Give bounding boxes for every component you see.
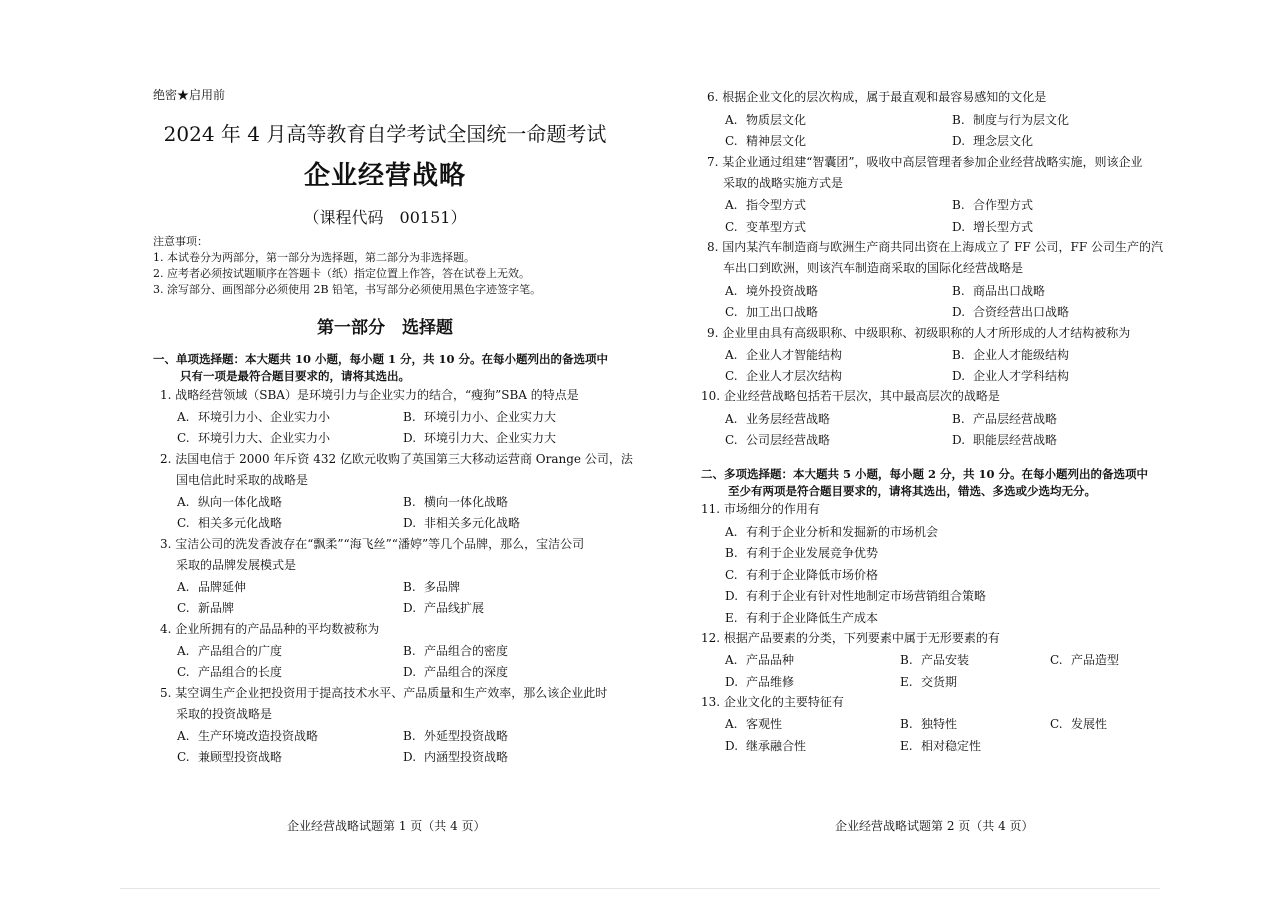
option-letter: D. [403,665,417,679]
option-text: 产品造型 [1071,653,1120,667]
option-letter: B. [952,412,965,426]
question-8-option-d [952,303,1069,320]
option-letter: A. [725,113,738,127]
option-text: 产品线扩展 [424,601,485,615]
option-letter: C. [725,134,738,148]
option-letter: D. [952,134,966,148]
question-7-option-d [952,218,1033,235]
option-letter: E. [900,675,913,689]
option-letter: C. [725,220,738,234]
option-text: 境外投资战略 [746,284,819,298]
question-11-option-e [725,609,878,626]
option-text: 相关多元化战略 [198,516,283,530]
option-text: 多品牌 [424,580,461,594]
option-letter: B. [403,495,416,509]
option-text: 增长型方式 [973,220,1034,234]
exam-page-2 [640,0,1280,905]
option-letter: A. [725,412,738,426]
question-4-stem [160,619,379,640]
question-4-option-b [403,642,508,659]
question-9-option-a [725,346,842,363]
question-6-option-a [725,111,806,128]
option-text: 企业人才层次结构 [746,369,843,383]
question-3-stem [160,534,584,576]
option-letter: B. [900,717,913,731]
question-7-option-a [725,196,806,213]
option-letter: A. [725,348,738,362]
option-letter: E. [900,739,913,753]
question-4-option-c [177,663,282,680]
question-stem-line: 车出口到欧洲，则该汽车制造商采取的国际化经营战略是 [723,261,1024,275]
option-letter: A. [725,653,738,667]
question-6-option-d [952,132,1033,149]
question-stem-line: 采取的投资战略是 [176,707,273,721]
option-text: 环境引力小、企业实力小 [198,410,331,424]
option-text: 外延型投资战略 [424,729,509,743]
option-text: 内涵型投资战略 [424,750,509,764]
option-letter: E. [725,611,738,625]
question-8-stem [707,237,1163,279]
question-stem-line: 5. 某空调生产企业把投资用于提高技术水平、产品质量和生产效率，那么该企业此时 [160,686,608,700]
option-text: 指令型方式 [746,198,807,212]
question-6-option-c [725,132,806,149]
option-letter: C. [725,568,738,582]
option-letter: B. [725,546,738,560]
option-text: 业务层经营战略 [746,412,831,426]
option-text: 产品组合的密度 [424,644,509,658]
option-letter: D. [403,431,417,445]
question-13-option-b [900,715,957,732]
option-text: 发展性 [1071,717,1108,731]
option-letter: C. [177,431,190,445]
question-13-stem: 13. 企业文化的主要特征有 [701,695,844,709]
question-5-option-b [403,727,508,744]
section-2-line: 二、多项选择题：本大题共 5 小题，每小题 2 分，共 10 分。在每小题列出的备选项中 [701,467,1149,481]
question-8-option-c [725,303,818,320]
option-text: 非相关多元化战略 [424,516,521,530]
option-text: 精神层文化 [746,134,807,148]
scan-edge-line [120,888,1160,889]
option-letter: C. [725,369,738,383]
question-12-option-b [900,651,969,668]
option-letter: B. [403,410,416,424]
option-text: 产品组合的长度 [198,665,283,679]
question-3-option-c [177,599,234,616]
question-3-option-d [403,599,484,616]
option-text: 企业人才学科结构 [973,369,1070,383]
question-4-option-d [403,663,508,680]
option-letter: A. [177,644,190,658]
question-7-stem [707,152,1143,194]
section-2-line: 至少有两项是符合题目要求的，请将其选出，错选、多选或少选均无分。 [728,484,1096,498]
option-letter: D. [952,433,966,447]
section-1-instructions [153,351,608,385]
option-letter: D. [952,305,966,319]
option-text: 制度与行为层文化 [973,113,1070,127]
option-text: 变革型方式 [746,220,807,234]
notice-title: 注意事项： [153,235,208,248]
question-stem-line: 8. 国内某汽车制造商与欧洲生产商共同出资在上海成立了 FF 公司，FF 公司生产的汽 [707,240,1164,254]
question-12-option-c [1050,651,1119,668]
option-text: 有利于企业降低生产成本 [746,611,879,625]
option-letter: D. [403,516,417,530]
question-1-stem [160,385,579,406]
question-13-option-c [1050,715,1107,732]
option-letter: A. [177,580,190,594]
option-text: 职能层经营战略 [973,433,1058,447]
question-stem-line: 2. 法国电信于 2000 年斥资 432 亿欧元收购了英国第三大移动运营商 Orange 公司，法 [160,452,633,466]
question-11-stem: 11. 市场细分的作用有 [701,502,820,516]
option-text: 独特性 [921,717,958,731]
question-9-option-d [952,367,1069,384]
section-1-line: 一、单项选择题：本大题共 10 小题，每小题 1 分，共 10 分。在每小题列出的备选项中 [153,352,609,366]
option-text: 交货期 [921,675,958,689]
option-letter: B. [952,113,965,127]
course-code: （课程代码 00151） [303,208,467,227]
option-letter: D. [725,589,739,603]
page-footer: 企业经营战略试题第 1 页（共 4 页） [287,819,486,833]
option-text: 环境引力小、企业实力大 [424,410,557,424]
question-13-option-e [900,737,981,754]
option-text: 客观性 [746,717,783,731]
option-text: 产品组合的深度 [424,665,509,679]
option-letter: B. [403,644,416,658]
option-text: 生产环境改造投资战略 [198,729,319,743]
option-text: 物质层文化 [746,113,807,127]
option-text: 横向一体化战略 [424,495,509,509]
option-letter: A. [725,717,738,731]
question-11-option-a [725,523,938,540]
question-stem-line: 6. 根据企业文化的层次构成，属于最直观和最容易感知的文化是 [707,90,1047,104]
section-2-instructions [701,466,1148,500]
question-7-option-b [952,196,1033,213]
question-stem-line: 9. 企业里由具有高级职称、中级职称、初级职称的人才所形成的人才结构被称为 [707,326,1131,340]
question-9-option-b [952,346,1069,363]
question-10-option-a [725,410,830,427]
notice-item: 3. 涂写部分、画图部分必须使用 2B 铅笔，书写部分必须使用黑色字迹签字笔。 [153,283,542,296]
option-letter: A. [725,198,738,212]
option-letter: D. [403,750,417,764]
question-stem-line: 3. 宝洁公司的洗发香波存在“飘柔”“海飞丝”“潘婷”等几个品牌，那么，宝洁公司 [160,537,585,551]
question-stem-line: 国电信此时采取的战略是 [176,473,309,487]
question-1-option-d [403,429,556,446]
option-text: 产品品种 [746,653,795,667]
option-letter: C. [177,750,190,764]
option-letter: D. [403,601,417,615]
option-letter: C. [177,665,190,679]
question-2-option-a [177,493,282,510]
option-text: 新品牌 [198,601,235,615]
option-letter: A. [177,729,190,743]
option-text: 企业人才能级结构 [973,348,1070,362]
option-letter: D. [952,220,966,234]
question-12-option-e [900,673,957,690]
option-letter: D. [952,369,966,383]
question-stem-line: 7. 某企业通过组建“智囊团”，吸收中高层管理者参加企业经营战略实施，则该企业 [707,155,1143,169]
question-10-option-b [952,410,1057,427]
page-footer: 企业经营战略试题第 2 页（共 4 页） [835,819,1034,833]
question-4-option-a [177,642,282,659]
question-11-option-c [725,566,878,583]
question-8-option-a [725,282,818,299]
question-1-option-c [177,429,330,446]
question-5-option-c [177,748,282,765]
question-5-stem [160,683,607,725]
option-text: 环境引力大、企业实力小 [198,431,331,445]
question-10-stem [701,386,1000,407]
option-text: 有利于企业降低市场价格 [746,568,879,582]
option-letter: A. [177,495,190,509]
question-stem-line: 4. 企业所拥有的产品品种的平均数被称为 [160,622,380,636]
option-text: 有利于企业发展竞争优势 [746,546,879,560]
question-12-option-a [725,651,794,668]
option-text: 公司层经营战略 [746,433,831,447]
notice-item: 1. 本试卷分为两部分，第一部分为选择题，第二部分为非选择题。 [153,251,475,264]
option-letter: C. [177,601,190,615]
question-10-option-c [725,431,830,448]
option-letter: C. [725,305,738,319]
question-2-stem [160,449,633,491]
option-text: 兼顾型投资战略 [198,750,283,764]
option-text: 企业人才智能结构 [746,348,843,362]
option-text: 环境引力大、企业实力大 [424,431,557,445]
question-stem-line: 1. 战略经营领域（SBA）是环境引力与企业实力的结合，“瘦狗”SBA 的特点是 [160,388,579,402]
question-11-option-b [725,544,878,561]
option-text: 产品安装 [921,653,970,667]
section-1-line: 只有一项是最符合题目要求的，请将其选出。 [180,369,410,383]
question-6-option-b [952,111,1069,128]
question-stem-line: 采取的战略实施方式是 [723,176,844,190]
option-letter: B. [952,198,965,212]
question-7-option-c [725,218,806,235]
question-8-option-b [952,282,1045,299]
question-3-option-b [403,578,460,595]
question-6-stem [707,87,1046,108]
question-10-option-d [952,431,1057,448]
question-11-option-d [725,587,986,604]
option-letter: D. [725,675,739,689]
question-5-option-d [403,748,508,765]
question-12-option-d [725,673,794,690]
option-text: 相对稳定性 [921,739,982,753]
question-9-stem [707,323,1130,344]
option-text: 产品组合的广度 [198,644,283,658]
question-5-option-a [177,727,318,744]
part-title: 第一部分 选择题 [317,318,453,338]
question-13-option-a [725,715,782,732]
option-text: 商品出口战略 [973,284,1046,298]
option-letter: D. [725,739,739,753]
exam-title: 2024 年 4 月高等教育自学考试全国统一命题考试 [163,122,607,146]
option-text: 加工出口战略 [746,305,819,319]
option-text: 有利于企业有针对性地制定市场营销组合策略 [746,589,987,603]
question-12-stem: 12. 根据产品要素的分类，下列要素中属于无形要素的有 [701,631,1000,645]
subject-title: 企业经营战略 [303,161,466,191]
question-2-option-b [403,493,508,510]
option-letter: C. [1050,653,1063,667]
option-text: 有利于企业分析和发掘新的市场机会 [746,525,939,539]
secret-mark: 绝密★启用前 [153,88,226,102]
option-text: 合作型方式 [973,198,1034,212]
question-2-option-c [177,514,282,531]
option-letter: C. [725,433,738,447]
option-letter: A. [725,284,738,298]
question-9-option-c [725,367,842,384]
option-text: 继承融合性 [746,739,807,753]
option-letter: B. [900,653,913,667]
option-text: 产品层经营战略 [973,412,1058,426]
option-letter: C. [1050,717,1063,731]
question-stem-line: 采取的品牌发展模式是 [176,558,297,572]
option-letter: B. [952,348,965,362]
option-text: 纵向一体化战略 [198,495,283,509]
question-stem-line: 10. 企业经营战略包括若干层次，其中最高层次的战略是 [701,389,1000,403]
option-text: 理念层文化 [973,134,1034,148]
option-text: 产品维修 [746,675,795,689]
option-letter: B. [403,729,416,743]
question-3-option-a [177,578,246,595]
question-2-option-d [403,514,520,531]
option-letter: A. [177,410,190,424]
option-letter: A. [725,525,738,539]
notice-item: 2. 应考者必须按试题顺序在答题卡（纸）指定位置上作答，答在试卷上无效。 [153,267,530,280]
question-1-option-b [403,408,556,425]
question-13-option-d [725,737,806,754]
option-text: 合资经营出口战略 [973,305,1070,319]
option-text: 品牌延伸 [198,580,247,594]
option-letter: B. [403,580,416,594]
option-letter: C. [177,516,190,530]
option-letter: B. [952,284,965,298]
question-1-option-a [177,408,330,425]
